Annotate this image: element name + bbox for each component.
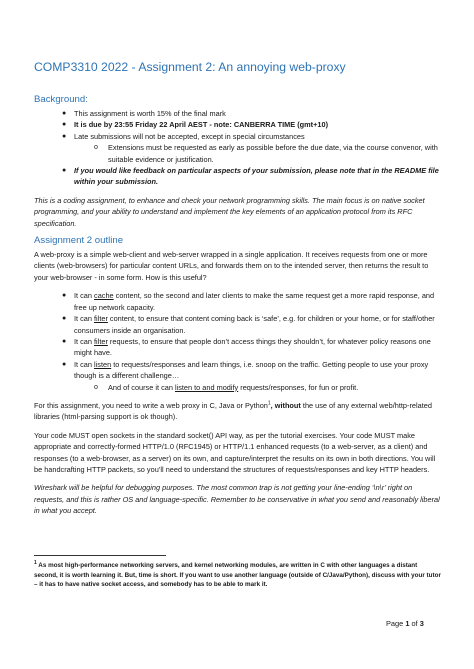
outline-paragraph-3: Your code MUST open sockets in the standard socket() API way, as per the tutorial exercises. Your code MUST make appropriate and correctly-formed HTTP/1.0 (RFC1945) or HTTP/1.1 enhanced requests (to a web-server, as a client) and responses (to a web-browser, as a server) on its own, and capture/interpret the results on its own in both directions. You will be handcrafting HTTP packets, so you’ll need to understand the structures of requests/responses and key HTTP headers. [34,430,436,474]
bullet-icon: ● [62,132,67,140]
outline-paragraph-4: Wireshark will be helpful for debugging purposes. The most common trap is not getting your line-ending ‘\n\r’ right on requests, and this is rather OS and language-specific. Remember to be conservative in what you send and reasonably liberal in what you accept. [34,483,440,516]
list-item: ● It can filter requests, to ensure that people don’t access things they shouldn’t, for whatever policy reasons one might have. [62,336,431,358]
page-number: Page 1 of 3 [386,619,424,628]
footnote-reference[interactable]: 1 [267,400,271,407]
list-item: ● Late submissions will not be accepted, except in special circumstances o Extensions must be requested as early as possible before the due date, via the course convenor, with suitable evidence or justification. [34,131,444,165]
bullet-icon: ● [62,315,67,323]
list-item: ● If you would like feedback on particular aspects of your submission, please note that in the README file within your submission. [62,166,439,187]
footnote-marker: 1 [34,559,37,566]
intro-paragraph: This is a coding assignment, to enhance and check your network programming skills. The main focus is on native socket programming, and your ability to understand and implement the key elements of an application protocol from its RFC specification. [34,195,425,228]
outline-paragraph-2: For this assignment, you need to write a web proxy in C, Java or Python$^1$, without the use of any external web/http-related libraries (html-parsing support is ok though). [34,400,432,422]
background-heading: Background: [34,94,88,105]
bullet-icon: ● [62,360,67,368]
list-item: ● This assignment is worth 15% of the final mark [62,109,226,118]
list-item: ● It can filter content, to ensure that content coming back is ‘safe’, e.g. for children or your home, or for staff/other consumers inside an organisation. [62,314,435,335]
bullet-icon: ● [62,167,67,175]
list-item: ● It can listen to requests/responses and learn things, i.e. snoop on the traffic. Getting people to use your proxy though is a different challenge… o And of course it can listen to and modify requests/responses, for fun or profit. [34,359,444,393]
footnote-divider [34,555,166,556]
bullet-icon: ● [62,337,67,345]
footnote [34,561,442,590]
background-list [34,108,444,188]
sub-list-item: o Extensions must be requested as early as possible before the due date, via the course convenor, with suitable evidence or justification. [94,143,438,164]
list-item: ● It can cache content, so the second and later clients to make the same request get a more rapid response, and free up network capacity. [62,291,435,312]
outline-list [34,290,444,393]
outline-paragraph-1: A web-proxy is a simple web-client and web-server wrapped in a single application. It receives requests from one or more clients (web-browsers) for particular content URLs, and forwards them on to the intended server, then returns the result to your web-browser - in some form. How is this useful? [34,250,429,282]
sub-list [74,142,444,165]
bullet-icon: ● [62,292,67,300]
bullet-icon: ● [62,110,67,117]
footnote-text: As most high-performance networking servers, and kernel networking modules, are written in C with other languages a distant second, it is worth learning it. But, time is short. If you want to use another language (outside of C/Java/Python), discuss with your tutor – it has to have native socket access, and somebody has to be able to mark it. [34,562,441,589]
document-body [34,60,444,524]
page-title: COMP3310 2022 - Assignment 2: An annoying web-proxy [34,60,346,74]
sub-list-item: o And of course it can listen to and modify requests/responses, for fun or profit. [94,382,359,392]
list-item: ● It is due by 23:55 Friday 22 April AEST - note: CANBERRA TIME (gmt+10) [62,120,329,130]
bullet-icon: ● [62,121,67,129]
outline-heading: Assignment 2 outline [34,235,124,247]
sub-bullet-icon: o [94,144,98,152]
sub-list [74,382,444,393]
sub-bullet-icon: o [94,383,98,391]
